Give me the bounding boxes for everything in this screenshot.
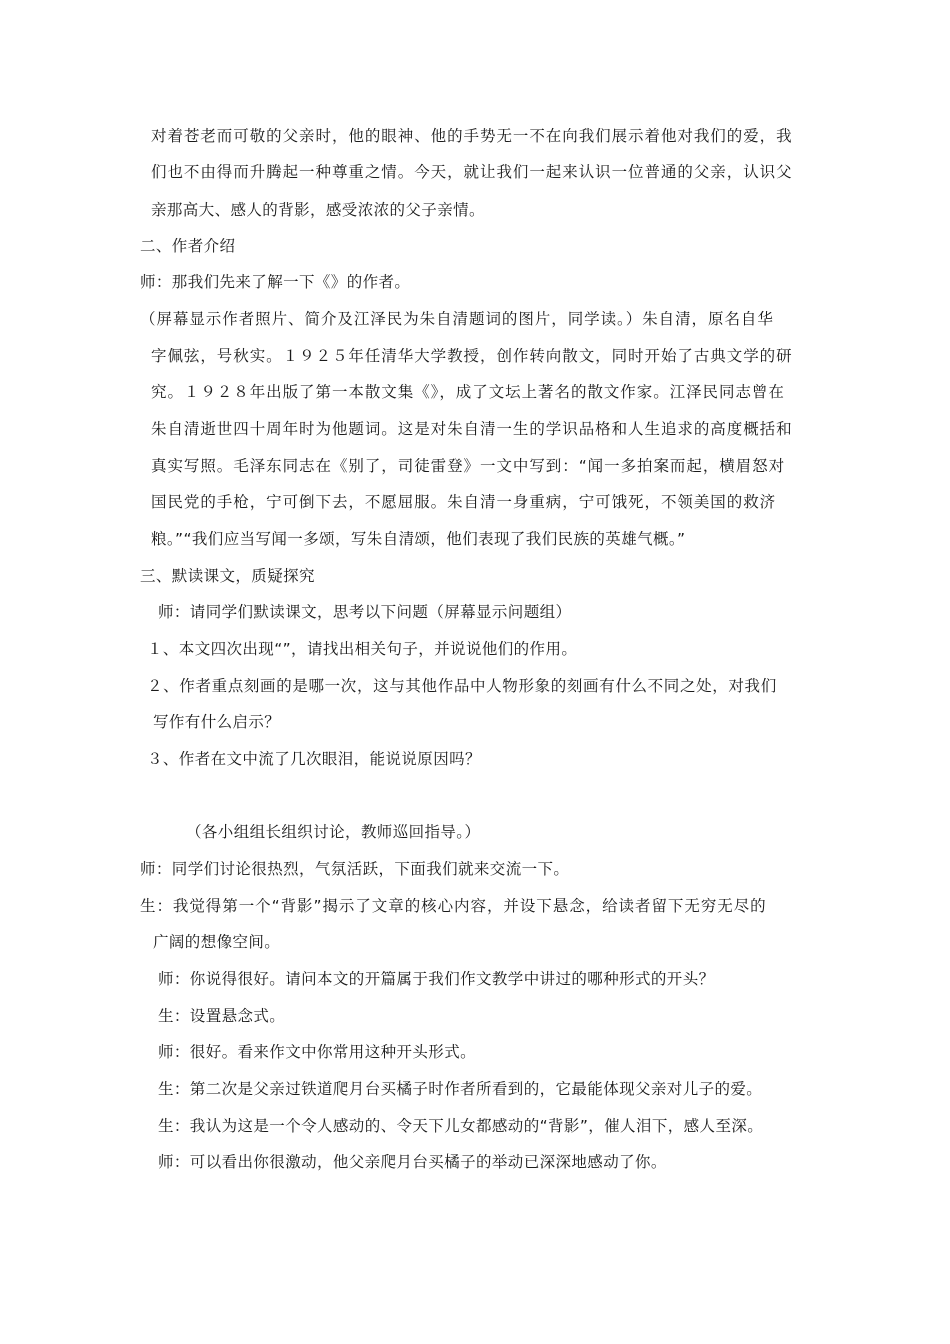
text-line: 广阔的想像空间。 bbox=[153, 933, 281, 951]
text-line: 字佩弦，号秋实。１９２５年任清华大学教授，创作转向散文，同时开始了古典文学的研 bbox=[151, 347, 793, 365]
text-line: 朱自清逝世四十周年时为他题词。这是对朱自清一生的学识品格和人生追求的高度概括和 bbox=[151, 420, 793, 438]
dialogue-line: 师：可以看出你很激动，他父亲爬月台买橘子的举动已深深地感动了你。 bbox=[158, 1153, 667, 1171]
dialogue-line: 生：设置悬念式。 bbox=[158, 1007, 286, 1025]
text-line: 对着苍老而可敬的父亲时，他的眼神、他的手势无一不在向我们展示着他对我们的爱，我 bbox=[151, 127, 793, 145]
dialogue-line: 师：你说得很好。请问本文的开篇属于我们作文教学中讲过的哪种形式的开头？ bbox=[158, 970, 715, 988]
text-line: 真实写照。毛泽东同志在《别了，司徒雷登》一文中写到：“闻一多拍案而起，横眉怒对 bbox=[151, 457, 786, 475]
text-line: （各小组组长组织讨论，教师巡回指导。） bbox=[186, 823, 481, 841]
dialogue-line: 师：很好。看来作文中你常用这种开头形式。 bbox=[158, 1043, 477, 1061]
question-item: ２、作者重点刻画的是哪一次，这与其他作品中人物形象的刻画有什么不同之处，对我们 bbox=[147, 677, 777, 695]
text-line: 师：那我们先来了解一下《》的作者。 bbox=[140, 273, 411, 291]
dialogue-line: 生：我觉得第一个“背影”揭示了文章的核心内容，并设下悬念，给读者留下无穷无尽的 bbox=[140, 897, 767, 915]
dialogue-line: 师：同学们讨论很热烈，气氛活跃，下面我们就来交流一下。 bbox=[140, 860, 570, 878]
text-line: 亲那高大、感人的背影，感受浓浓的父子亲情。 bbox=[151, 201, 485, 219]
question-item: ３、作者在文中流了几次眼泪，能说说原因吗？ bbox=[147, 750, 481, 768]
text-line: 师：请同学们默读课文，思考以下问题（屏幕显示问题组） bbox=[158, 603, 572, 621]
text-line: 究。１９２８年出版了第一本散文集《》，成了文坛上著名的散文作家。江泽民同志曾在 bbox=[151, 383, 785, 401]
text-line: （屏幕显示作者照片、简介及江泽民为朱自清题词的图片，同学读。）朱自清，原名自华 bbox=[140, 310, 774, 328]
text-line: 写作有什么启示？ bbox=[153, 713, 281, 731]
question-item: １、本文四次出现“”，请找出相关句子，并说说他们的作用。 bbox=[147, 640, 578, 658]
section-heading: 三、默读课文，质疑探究 bbox=[140, 567, 315, 585]
section-heading: 二、作者介绍 bbox=[140, 237, 236, 255]
dialogue-line: 生：我认为这是一个令人感动的、令天下儿女都感动的“背影”，催人泪下，感人至深。 bbox=[158, 1117, 764, 1135]
text-line: 国民党的手枪，宁可倒下去，不愿屈服。朱自清一身重病，宁可饿死，不领美国的救济 bbox=[151, 493, 777, 511]
text-line: 粮。”“我们应当写闻一多颂，写朱自清颂，他们表现了我们民族的英雄气概。” bbox=[151, 530, 686, 548]
dialogue-line: 生：第二次是父亲过铁道爬月台买橘子时作者所看到的，它最能体现父亲对儿子的爱。 bbox=[158, 1080, 763, 1098]
text-line: 们也不由得而升腾起一种尊重之情。今天，就让我们一起来认识一位普通的父亲，认识父 bbox=[151, 163, 793, 181]
